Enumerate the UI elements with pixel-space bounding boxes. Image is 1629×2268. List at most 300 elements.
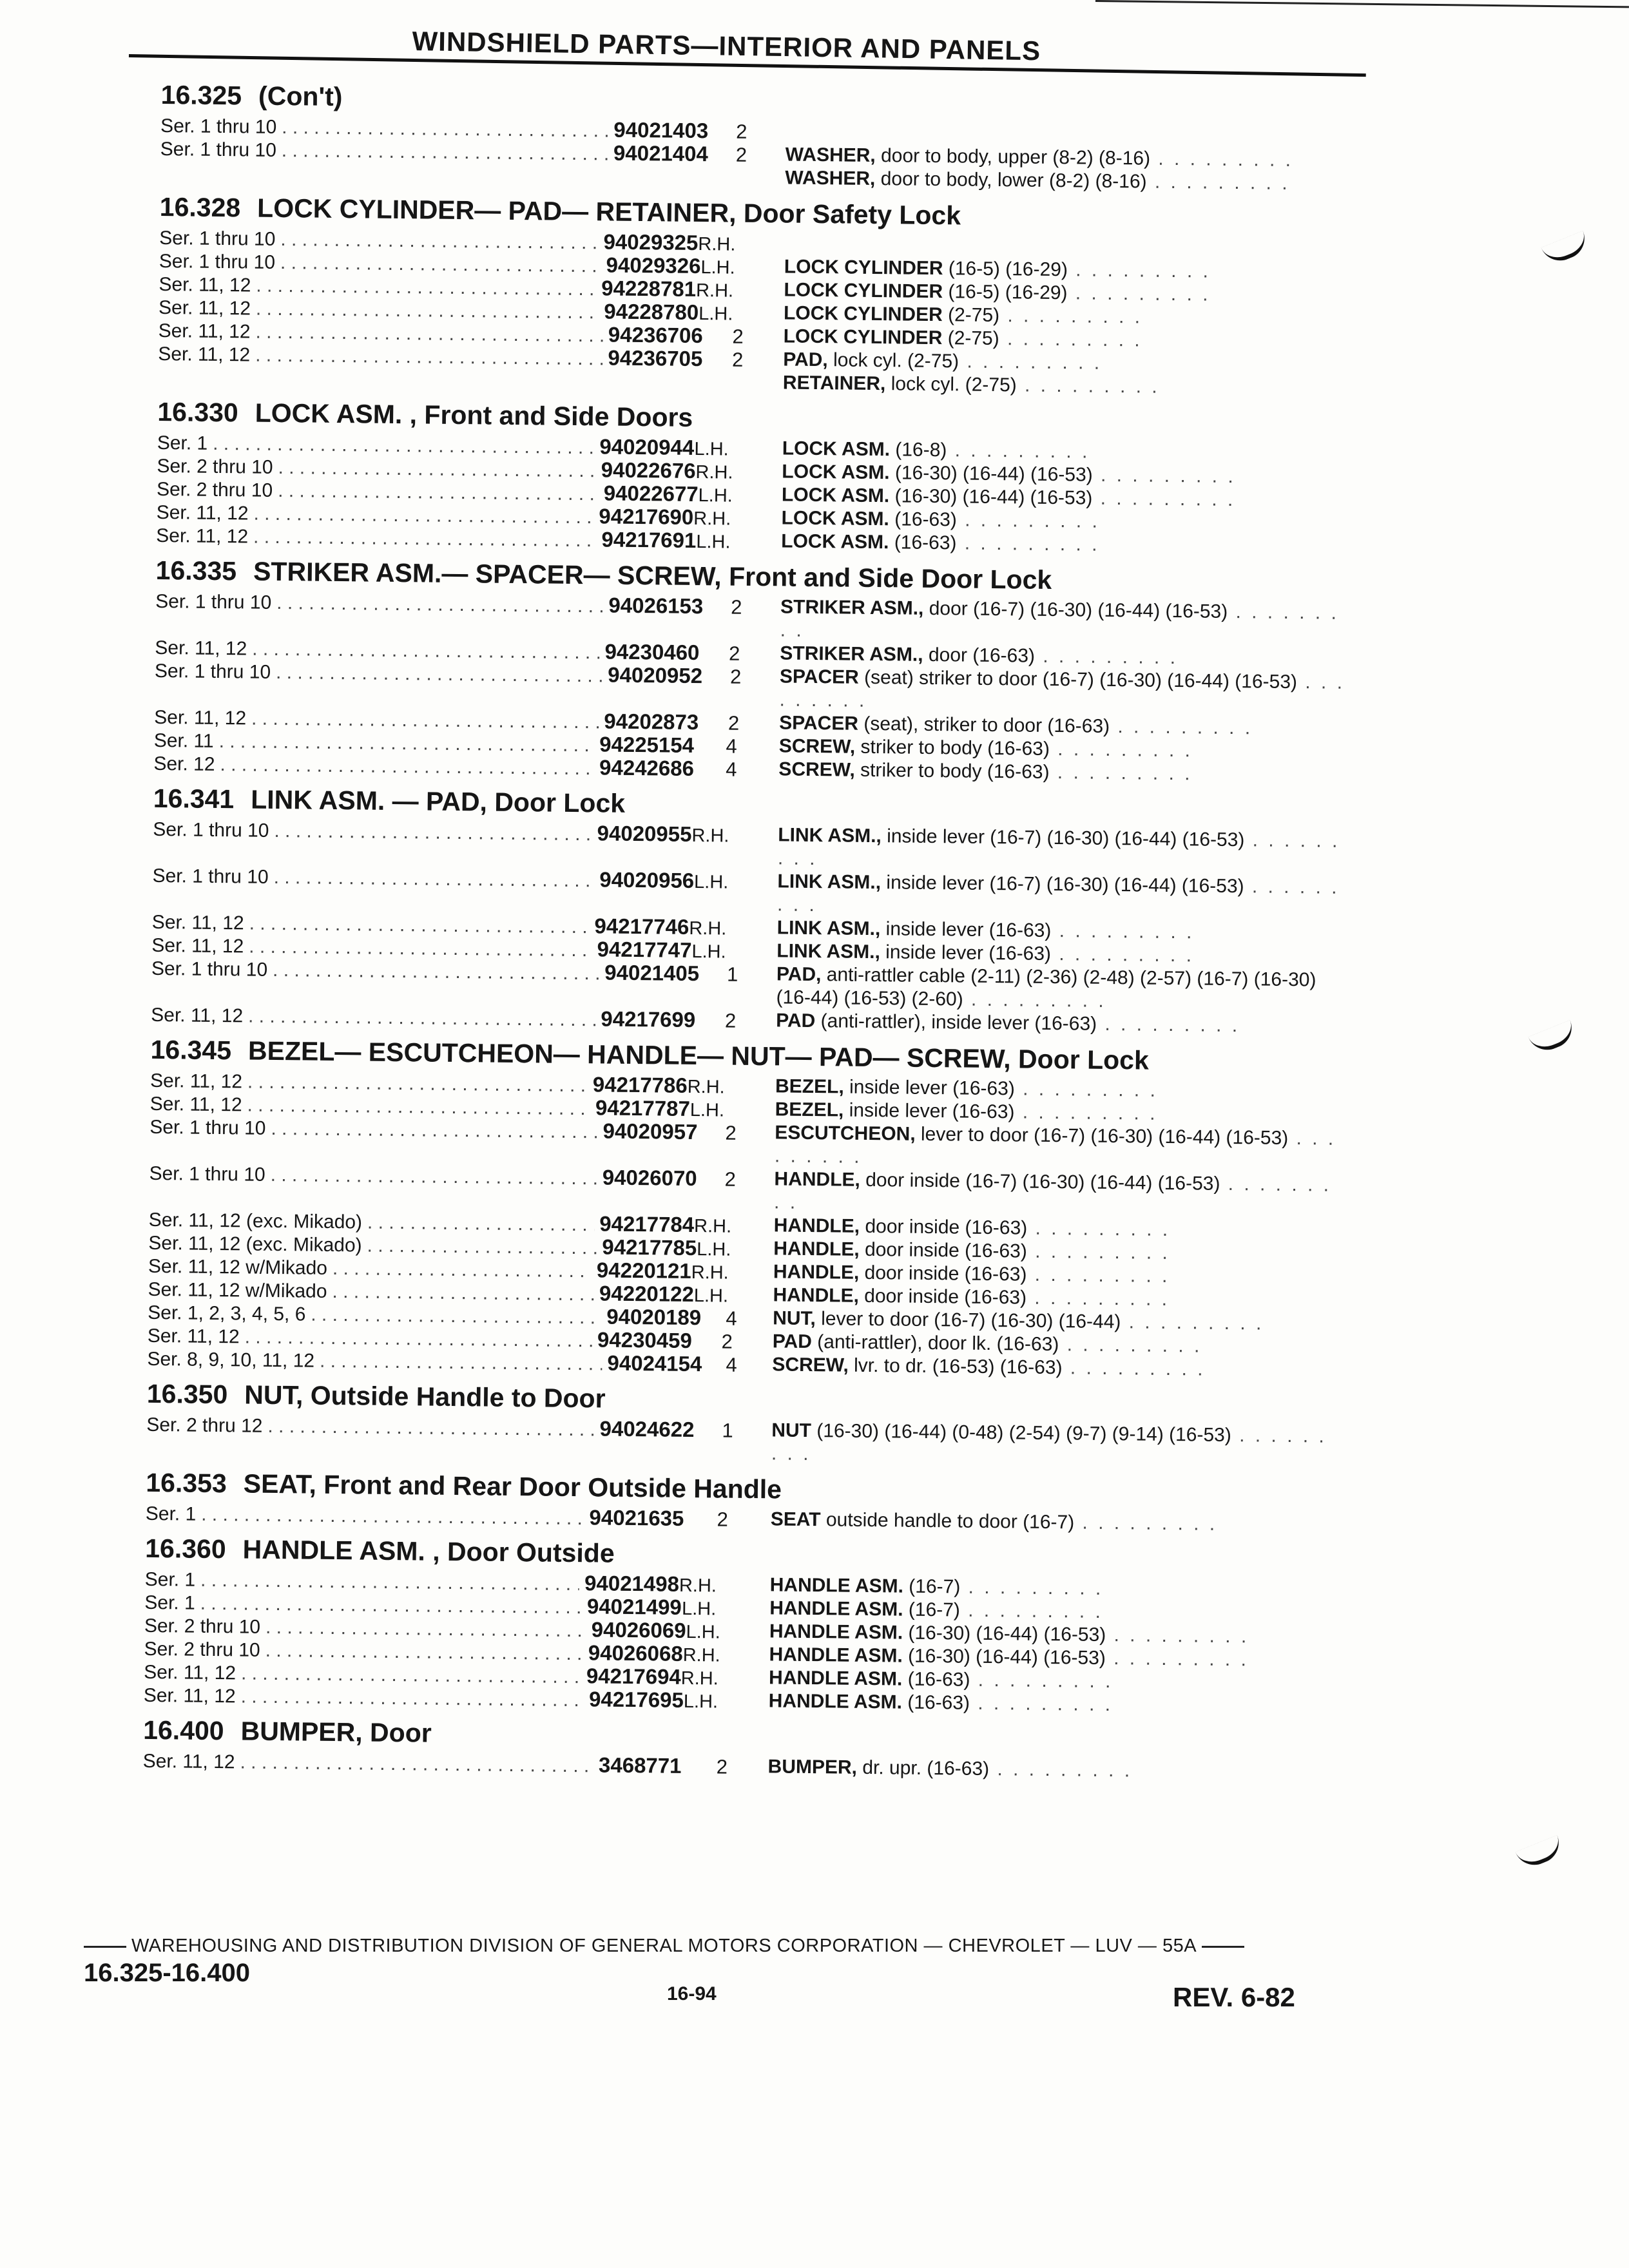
leader-dots: . . . . . . . . .: [1121, 1311, 1264, 1334]
leader-dots: [320, 1350, 602, 1376]
leader-dots: [276, 591, 604, 618]
description-text: inside lever (16-63): [849, 1099, 1015, 1123]
description-text: inside lever (16-7) (16-30) (16-44) (16-53): [887, 825, 1245, 851]
part-number: 94020944: [599, 434, 695, 459]
serial-range: Ser. 1: [144, 1568, 196, 1591]
section-title: STRIKER ASM.— SPACER— SCREW, Front and Side Door Lock: [253, 556, 1052, 595]
part-number: 94021405: [604, 960, 700, 986]
quantity: 4: [726, 1353, 737, 1376]
leader-dots: . . . . . . . . .: [1049, 761, 1193, 785]
description-name: LINK ASM.,: [777, 870, 882, 894]
section-title: NUT, Outside Handle to Door: [244, 1379, 606, 1414]
description-name: LOCK ASM.: [781, 507, 890, 530]
serial-range: Ser. 11, 12: [156, 524, 249, 548]
leader-dots: [270, 1164, 597, 1190]
description-text: door (16-7) (16-30) (16-44) (16-53): [929, 597, 1228, 622]
serial-range: Ser. 11, 12 (exc. Mikado): [148, 1232, 362, 1256]
leader-dots: . . . . . . . . .: [1050, 943, 1195, 966]
serial-range: Ser. 1, 2, 3, 4, 5, 6: [148, 1302, 306, 1325]
leader-dots: . . . . . . . . .: [999, 328, 1142, 351]
part-description: [779, 665, 1347, 718]
part-number: 94021499: [586, 1594, 682, 1619]
description-name: HANDLE ASM.: [769, 1644, 903, 1667]
description-name: STRIKER ASM.,: [780, 596, 924, 619]
part-number: 94021498: [584, 1571, 680, 1596]
leader-dots: . . . . . . . . .: [1049, 738, 1193, 762]
part-number: 94026069: [591, 1617, 686, 1642]
description-line: [777, 870, 1345, 923]
part-number: 94217694: [586, 1664, 681, 1689]
description-text: outside handle to door (16-7): [825, 1509, 1075, 1533]
part-number: 94225154: [599, 732, 695, 758]
description-name: NUT,: [773, 1307, 816, 1330]
part-number: 94026068: [588, 1640, 683, 1666]
entry-line: [147, 1347, 746, 1376]
part-number: 94022677: [603, 481, 699, 506]
description-text: door to body, lower (8-2) (8-16): [880, 168, 1147, 193]
section-number: 16.345: [150, 1034, 232, 1066]
section-number: 16.330: [157, 396, 239, 428]
description-name: HANDLE,: [773, 1238, 860, 1260]
leader-dots: [220, 753, 594, 780]
serial-range: Ser. 11, 12: [154, 706, 247, 729]
serial-range: Ser. 11, 12: [151, 911, 244, 934]
description-name: LOCK ASM.: [781, 530, 889, 553]
description-name: SCREW,: [778, 735, 856, 758]
quantity: 2: [725, 1121, 737, 1144]
description-name: LOCK CYLINDER: [783, 302, 943, 326]
leader-dots: [253, 526, 597, 553]
side-code: R.H.: [693, 508, 731, 530]
serial-range: Ser. 1 thru 10: [149, 1116, 266, 1139]
leader-dots: [273, 866, 594, 892]
serial-range: Ser. 11, 12 w/Mikado: [148, 1255, 328, 1279]
description-text: (2-75): [947, 304, 1000, 327]
section-number: 16.353: [146, 1467, 227, 1499]
leader-dots: . . . . . . . . .: [1034, 645, 1179, 669]
section-title: HANDLE ASM. , Door Outside: [242, 1534, 615, 1568]
serial-range: Ser. 11, 12: [155, 637, 247, 660]
part-number: 94217695: [588, 1687, 684, 1712]
part-number: 94228780: [604, 299, 699, 325]
description-text: (16-63): [907, 1668, 970, 1691]
side-code: R.H.: [679, 1575, 717, 1597]
entry-line: [149, 1161, 748, 1191]
section-16-328: [158, 188, 1371, 401]
serial-range: Ser. 11, 12 w/Mikado: [148, 1278, 327, 1302]
description-name: PAD,: [783, 349, 828, 371]
serial-range: Ser. 11, 12: [149, 1093, 242, 1116]
part-number: 94217785: [602, 1235, 697, 1260]
leader-dots: [274, 820, 592, 846]
description-name: HANDLE ASM.: [769, 1620, 903, 1644]
section-16-330: [156, 393, 1369, 559]
description-name: LOCK ASM.: [782, 461, 890, 484]
section-16-341: [151, 780, 1365, 1039]
serial-range: Ser. 11, 12: [156, 501, 249, 524]
description-name: LINK ASM.,: [778, 824, 882, 847]
leader-dots: [267, 1415, 595, 1441]
part-number: 94021403: [613, 117, 709, 143]
leader-dots: . . . . . . . . .: [959, 1599, 1104, 1622]
serial-range: Ser. 1 thru 10: [160, 138, 277, 161]
part-number: 94230459: [597, 1327, 693, 1353]
description-name: HANDLE ASM.: [769, 1574, 904, 1597]
description-text: (16-7): [908, 1599, 961, 1621]
footer-page-number: 16-94: [667, 1983, 717, 2004]
leader-dots: . . . . . . . . .: [970, 1669, 1113, 1693]
description-name: LINK ASM.,: [776, 917, 881, 940]
section-number: 16.400: [142, 1715, 224, 1746]
description-text: inside lever (16-63): [885, 941, 1052, 965]
leader-dots: . . . . . . . . .: [956, 532, 1100, 555]
side-code: R.H.: [698, 234, 736, 255]
serial-range: Ser. 11, 12: [151, 934, 244, 957]
part-number: 94242686: [599, 755, 695, 781]
leader-dots: . . . . . . . . .: [958, 351, 1103, 374]
quantity: 2: [736, 120, 747, 143]
section-title: BEZEL— ESCUTCHEON— HANDLE— NUT— PAD— SCREW, Door Lock: [247, 1035, 1150, 1075]
serial-range: Ser. 1 thru 10: [159, 227, 276, 250]
section-title: LOCK ASM. , Front and Side Doors: [255, 398, 693, 432]
footer-range: 16.325-16.400: [84, 1959, 251, 1987]
part-number: 94020952: [608, 662, 703, 688]
leader-dots: . . . . . . . . .: [1059, 1334, 1202, 1357]
part-entry: [156, 523, 755, 553]
leader-dots: . . . . . . . . .: [988, 1758, 1133, 1782]
leader-dots: . . . . . . . . .: [999, 305, 1143, 328]
side-code: R.H.: [693, 1216, 732, 1237]
leader-dots: [248, 1005, 596, 1032]
part-entry: [146, 1412, 746, 1442]
serial-range: Ser. 1 thru 10: [160, 115, 277, 138]
page-footer: [84, 1936, 1308, 2012]
description-text: lvr. to dr. (16-53) (16-63): [853, 1354, 1063, 1379]
quantity: 2: [724, 1009, 737, 1032]
part-number: 94021635: [589, 1505, 684, 1530]
side-code: R.H.: [695, 280, 734, 302]
page-title: WINDSHIELD PARTS—INTERIOR AND PANELS: [412, 26, 1041, 66]
description-name: BEZEL,: [775, 1099, 844, 1121]
part-entry: [153, 817, 752, 847]
part-entry: [146, 1501, 745, 1531]
section-title: LINK ASM. — PAD, Door Lock: [251, 784, 626, 818]
quantity: 2: [728, 711, 740, 735]
entry-line: [152, 863, 751, 893]
corner-rule: [1095, 0, 1629, 8]
leader-dots: . . . . . . . . .: [779, 671, 1345, 711]
side-code: R.H.: [695, 462, 733, 483]
part-number: 94217747: [597, 937, 692, 962]
description-name: SPACER: [779, 666, 859, 688]
description-name: PAD: [776, 1010, 816, 1032]
description-text: (16-7): [909, 1575, 961, 1598]
serial-range: Ser. 1 thru 10: [149, 1162, 265, 1186]
part-number: 94230460: [604, 639, 700, 665]
leader-dots: . . . . . . . . .: [969, 1692, 1113, 1716]
description-name: WASHER,: [785, 167, 876, 190]
serial-range: Ser. 11: [153, 729, 214, 752]
side-code: L.H.: [694, 438, 729, 460]
serial-range: Ser. 11, 12: [151, 1004, 244, 1027]
serial-range: Ser. 2 thru 10: [144, 1638, 260, 1661]
part-description: [776, 963, 1344, 1015]
leader-dots: [201, 1503, 584, 1530]
margin-mark: [1528, 1020, 1578, 1056]
serial-range: Ser. 1: [145, 1503, 197, 1525]
description-name: BUMPER,: [767, 1756, 858, 1778]
leader-dots: . . . . . . . . .: [777, 829, 1340, 870]
description-name: HANDLE ASM.: [768, 1667, 903, 1690]
section-title: LOCK CYLINDER— PAD— RETAINER, Door Safety Lock: [256, 193, 961, 231]
description-text: (16-5) (16-29): [948, 258, 1068, 281]
quantity: 2: [717, 1508, 729, 1531]
leader-dots: [273, 959, 600, 985]
entry-line: [151, 1003, 750, 1032]
description-name: LOCK ASM.: [782, 437, 891, 461]
side-code: R.H.: [689, 918, 727, 939]
description-text: inside lever (16-63): [849, 1076, 1016, 1100]
description-text: lever to door (16-7) (16-30) (16-44) (16-53): [920, 1123, 1289, 1149]
entry-line: [149, 1115, 749, 1144]
part-number: 94217746: [594, 914, 689, 939]
entry-line: [143, 1749, 742, 1778]
leader-dots: . . . . . . . . .: [1092, 464, 1236, 488]
quantity: 4: [726, 1307, 737, 1330]
leader-dots: . . . . . . . . .: [1027, 1264, 1170, 1287]
description-text: striker to body (16-63): [860, 736, 1050, 760]
description-text: (16-30) (16-44) (16-53): [908, 1622, 1106, 1646]
part-number: 94217699: [601, 1006, 696, 1032]
quantity: 2: [728, 642, 740, 665]
description-text: (16-63): [894, 508, 958, 531]
part-description: [780, 595, 1348, 648]
leader-dots: . . . . . . . . .: [1074, 1512, 1218, 1535]
part-number: 94020189: [606, 1304, 702, 1330]
leader-dots: . . . . . . . . .: [1150, 148, 1294, 171]
part-number: 94217784: [599, 1211, 695, 1237]
side-code: L.H.: [700, 257, 735, 278]
description-text: (16-30) (16-44) (16-53): [894, 485, 1093, 509]
part-entry: [147, 1347, 746, 1376]
side-code: R.H.: [691, 825, 729, 847]
part-entry: [151, 1003, 750, 1032]
quantity: 2: [729, 665, 742, 688]
description-name: HANDLE,: [774, 1168, 861, 1191]
quantity: 4: [725, 758, 737, 781]
description-text: (16-63): [907, 1691, 970, 1714]
description-line: [776, 963, 1344, 1015]
part-number: 94236706: [608, 322, 703, 348]
serial-range: Ser. 2 thru 12: [146, 1414, 263, 1437]
leader-dots: [271, 1117, 598, 1144]
description-name: LOCK ASM.: [781, 484, 890, 507]
leader-dots: . . . . . . . . .: [1051, 920, 1195, 943]
description-text: door to body, upper (8-2) (8-16): [880, 145, 1151, 169]
leader-dots: . . . . . . . . .: [960, 1576, 1104, 1599]
description-name: BEZEL,: [775, 1075, 844, 1098]
part-description: [771, 1419, 1339, 1472]
quantity: 2: [721, 1330, 733, 1353]
part-number: 94026070: [602, 1165, 697, 1191]
description-text: lock cyl. (2-75): [833, 349, 959, 372]
description-name: LOCK CYLINDER: [784, 256, 943, 280]
description-text: inside lever (16-7) (16-30) (16-44) (16-53): [886, 872, 1244, 898]
side-code: L.H.: [697, 1239, 731, 1260]
leader-dots: . . . . . . . . .: [1067, 282, 1211, 305]
description-text: inside lever (16-63): [885, 918, 1052, 942]
leader-dots: . . . . . . . . .: [774, 1128, 1336, 1168]
leader-dots: . . . . . . . . .: [1106, 1624, 1249, 1648]
leader-dots: . . . . . . . . .: [776, 876, 1340, 916]
description-line: [780, 595, 1348, 648]
part-entry: [143, 1749, 742, 1778]
serial-range: Ser. 1 thru 10: [153, 818, 269, 841]
description-text: door inside (16-63): [864, 1285, 1027, 1309]
part-number: 94020956: [599, 867, 695, 893]
leader-dots: . . . . . . . . .: [1014, 1078, 1159, 1101]
description-text: (16-30) (16-44) (0-48) (2-54) (9-7) (9-14) (16-53): [816, 1420, 1232, 1446]
part-number: 94217787: [595, 1095, 691, 1120]
description-line: [778, 823, 1345, 876]
serial-range: Ser. 2 thru 10: [157, 455, 273, 478]
part-entry: [155, 658, 754, 688]
side-code: L.H.: [698, 485, 733, 506]
description-name: SEAT: [770, 1508, 821, 1531]
part-number: 94202873: [604, 709, 699, 735]
quantity: 2: [735, 143, 747, 166]
serial-range: Ser. 11, 12: [147, 1325, 240, 1348]
part-description: [778, 823, 1345, 876]
description-name: ESCUTCHEON,: [775, 1122, 916, 1145]
description-text: (16-30) (16-44) (16-53): [907, 1645, 1106, 1669]
section-number: 16.350: [146, 1378, 228, 1410]
leader-dots: . . . . . . . . .: [1027, 1240, 1171, 1264]
part-number: 3468771: [598, 1753, 682, 1778]
description-text: dr. upr. (16-63): [862, 1756, 990, 1780]
description-text: (16-30) (16-44) (16-53): [894, 462, 1093, 486]
description-text: door inside (16-63): [865, 1215, 1028, 1239]
leader-dots: [240, 1685, 584, 1712]
serial-range: Ser. 1 thru 10: [151, 957, 268, 981]
part-description: [775, 1121, 1342, 1174]
section-title: BUMPER, Door: [240, 1716, 432, 1748]
description-text: (seat), striker to door (16-63): [863, 713, 1110, 737]
entry-line: [146, 1412, 746, 1442]
description-text: (anti-rattler), inside lever (16-63): [820, 1010, 1097, 1035]
section-number: 16.325: [160, 79, 242, 111]
section-title: (Con't): [258, 81, 343, 112]
serial-range: Ser. 1: [144, 1591, 195, 1614]
serial-range: Ser. 8, 9, 10, 11, 12: [147, 1348, 315, 1372]
quantity: 2: [732, 325, 744, 348]
description-name: PAD: [772, 1331, 813, 1353]
serial-range: Ser. 1 thru 10: [152, 865, 269, 888]
leader-dots: . . . . . . . . .: [956, 509, 1101, 532]
leader-dots: . . . . . . . . .: [963, 988, 1106, 1012]
part-number: 94020957: [602, 1119, 698, 1144]
quantity: 2: [724, 1168, 737, 1191]
side-code: R.H.: [691, 1262, 729, 1283]
description-line: [779, 665, 1347, 718]
description-name: SCREW,: [772, 1354, 849, 1376]
part-entry: [155, 589, 755, 619]
description-name: LINK ASM.,: [776, 940, 881, 963]
description-text: (16-63): [894, 532, 957, 554]
description-name: NUT: [771, 1419, 812, 1442]
side-code: L.H.: [693, 872, 729, 893]
serial-range: Ser. 11, 12: [142, 1750, 235, 1773]
description-text: lock cyl. (2-75): [891, 373, 1017, 396]
serial-range: Ser. 11, 12: [158, 343, 251, 366]
section-16-353: [146, 1464, 1358, 1537]
description-name: HANDLE ASM.: [768, 1690, 903, 1713]
entry-line: [144, 1683, 743, 1713]
description-text: door inside (16-63): [864, 1238, 1028, 1262]
part-entry: [149, 1161, 748, 1191]
entry-line: [146, 1501, 745, 1531]
leader-dots: . . . . . . . . .: [947, 439, 1090, 463]
side-code: L.H.: [698, 303, 733, 325]
description-name: PAD,: [776, 963, 822, 986]
description-name: HANDLE,: [773, 1261, 860, 1283]
description-line: [775, 1121, 1342, 1174]
serial-range: Ser. 11, 12 (exc. Mikado): [148, 1209, 363, 1233]
section-16-345: [147, 1031, 1362, 1383]
leader-dots: . . . . . . . . .: [1027, 1217, 1171, 1241]
footer-division: WAREHOUSING AND DISTRIBUTION DIVISION OF GENERAL MOTORS CORPORATION — CHEVROLET — LUV — 55A: [84, 1936, 1308, 1957]
section-16-335: [153, 552, 1367, 787]
description-text: door inside (16-63): [864, 1262, 1027, 1285]
parts-list: [143, 76, 1373, 1785]
description-name: LOCK CYLINDER: [784, 279, 943, 303]
section-title: SEAT, Front and Rear Door Outside Handle: [243, 1468, 782, 1504]
quantity: 2: [731, 595, 742, 619]
section-16-400: [143, 1711, 1355, 1785]
part-number: 94026153: [608, 593, 704, 619]
part-number: 94021404: [613, 140, 709, 166]
part-number: 94220121: [596, 1258, 691, 1283]
description-name: STRIKER ASM.,: [780, 642, 923, 666]
part-entry: [144, 1683, 743, 1713]
section-number: 16.328: [159, 191, 241, 223]
leader-dots: [276, 661, 603, 687]
section-16-350: [146, 1375, 1358, 1472]
part-number: 94220122: [599, 1281, 695, 1307]
margin-mark: [1541, 231, 1591, 267]
part-number: 94228781: [601, 276, 697, 302]
leader-dots: . . . . . . . . .: [1014, 1101, 1158, 1124]
section-number: 16.341: [153, 783, 235, 814]
section-16-325: [160, 76, 1373, 196]
part-description: [774, 1168, 1342, 1220]
entry-line: [151, 956, 751, 986]
side-code: L.H.: [693, 1285, 729, 1307]
part-entry: [151, 956, 751, 986]
part-number: 94217690: [599, 504, 694, 529]
leader-dots: . . . . . . . . .: [780, 601, 1340, 641]
description-text: (16-5) (16-29): [948, 281, 1068, 304]
description-text: door (16-63): [928, 644, 1036, 667]
part-number: 94029325: [603, 229, 699, 255]
leader-dots: . . . . . . . . .: [1092, 487, 1236, 511]
leader-dots: . . . . . . . . .: [1062, 1357, 1206, 1380]
part-number: 94020955: [597, 821, 692, 846]
side-code: L.H.: [683, 1691, 718, 1713]
serial-range: Ser. 12: [153, 753, 215, 775]
side-code: L.H.: [696, 532, 731, 553]
entry-line: [155, 589, 755, 619]
